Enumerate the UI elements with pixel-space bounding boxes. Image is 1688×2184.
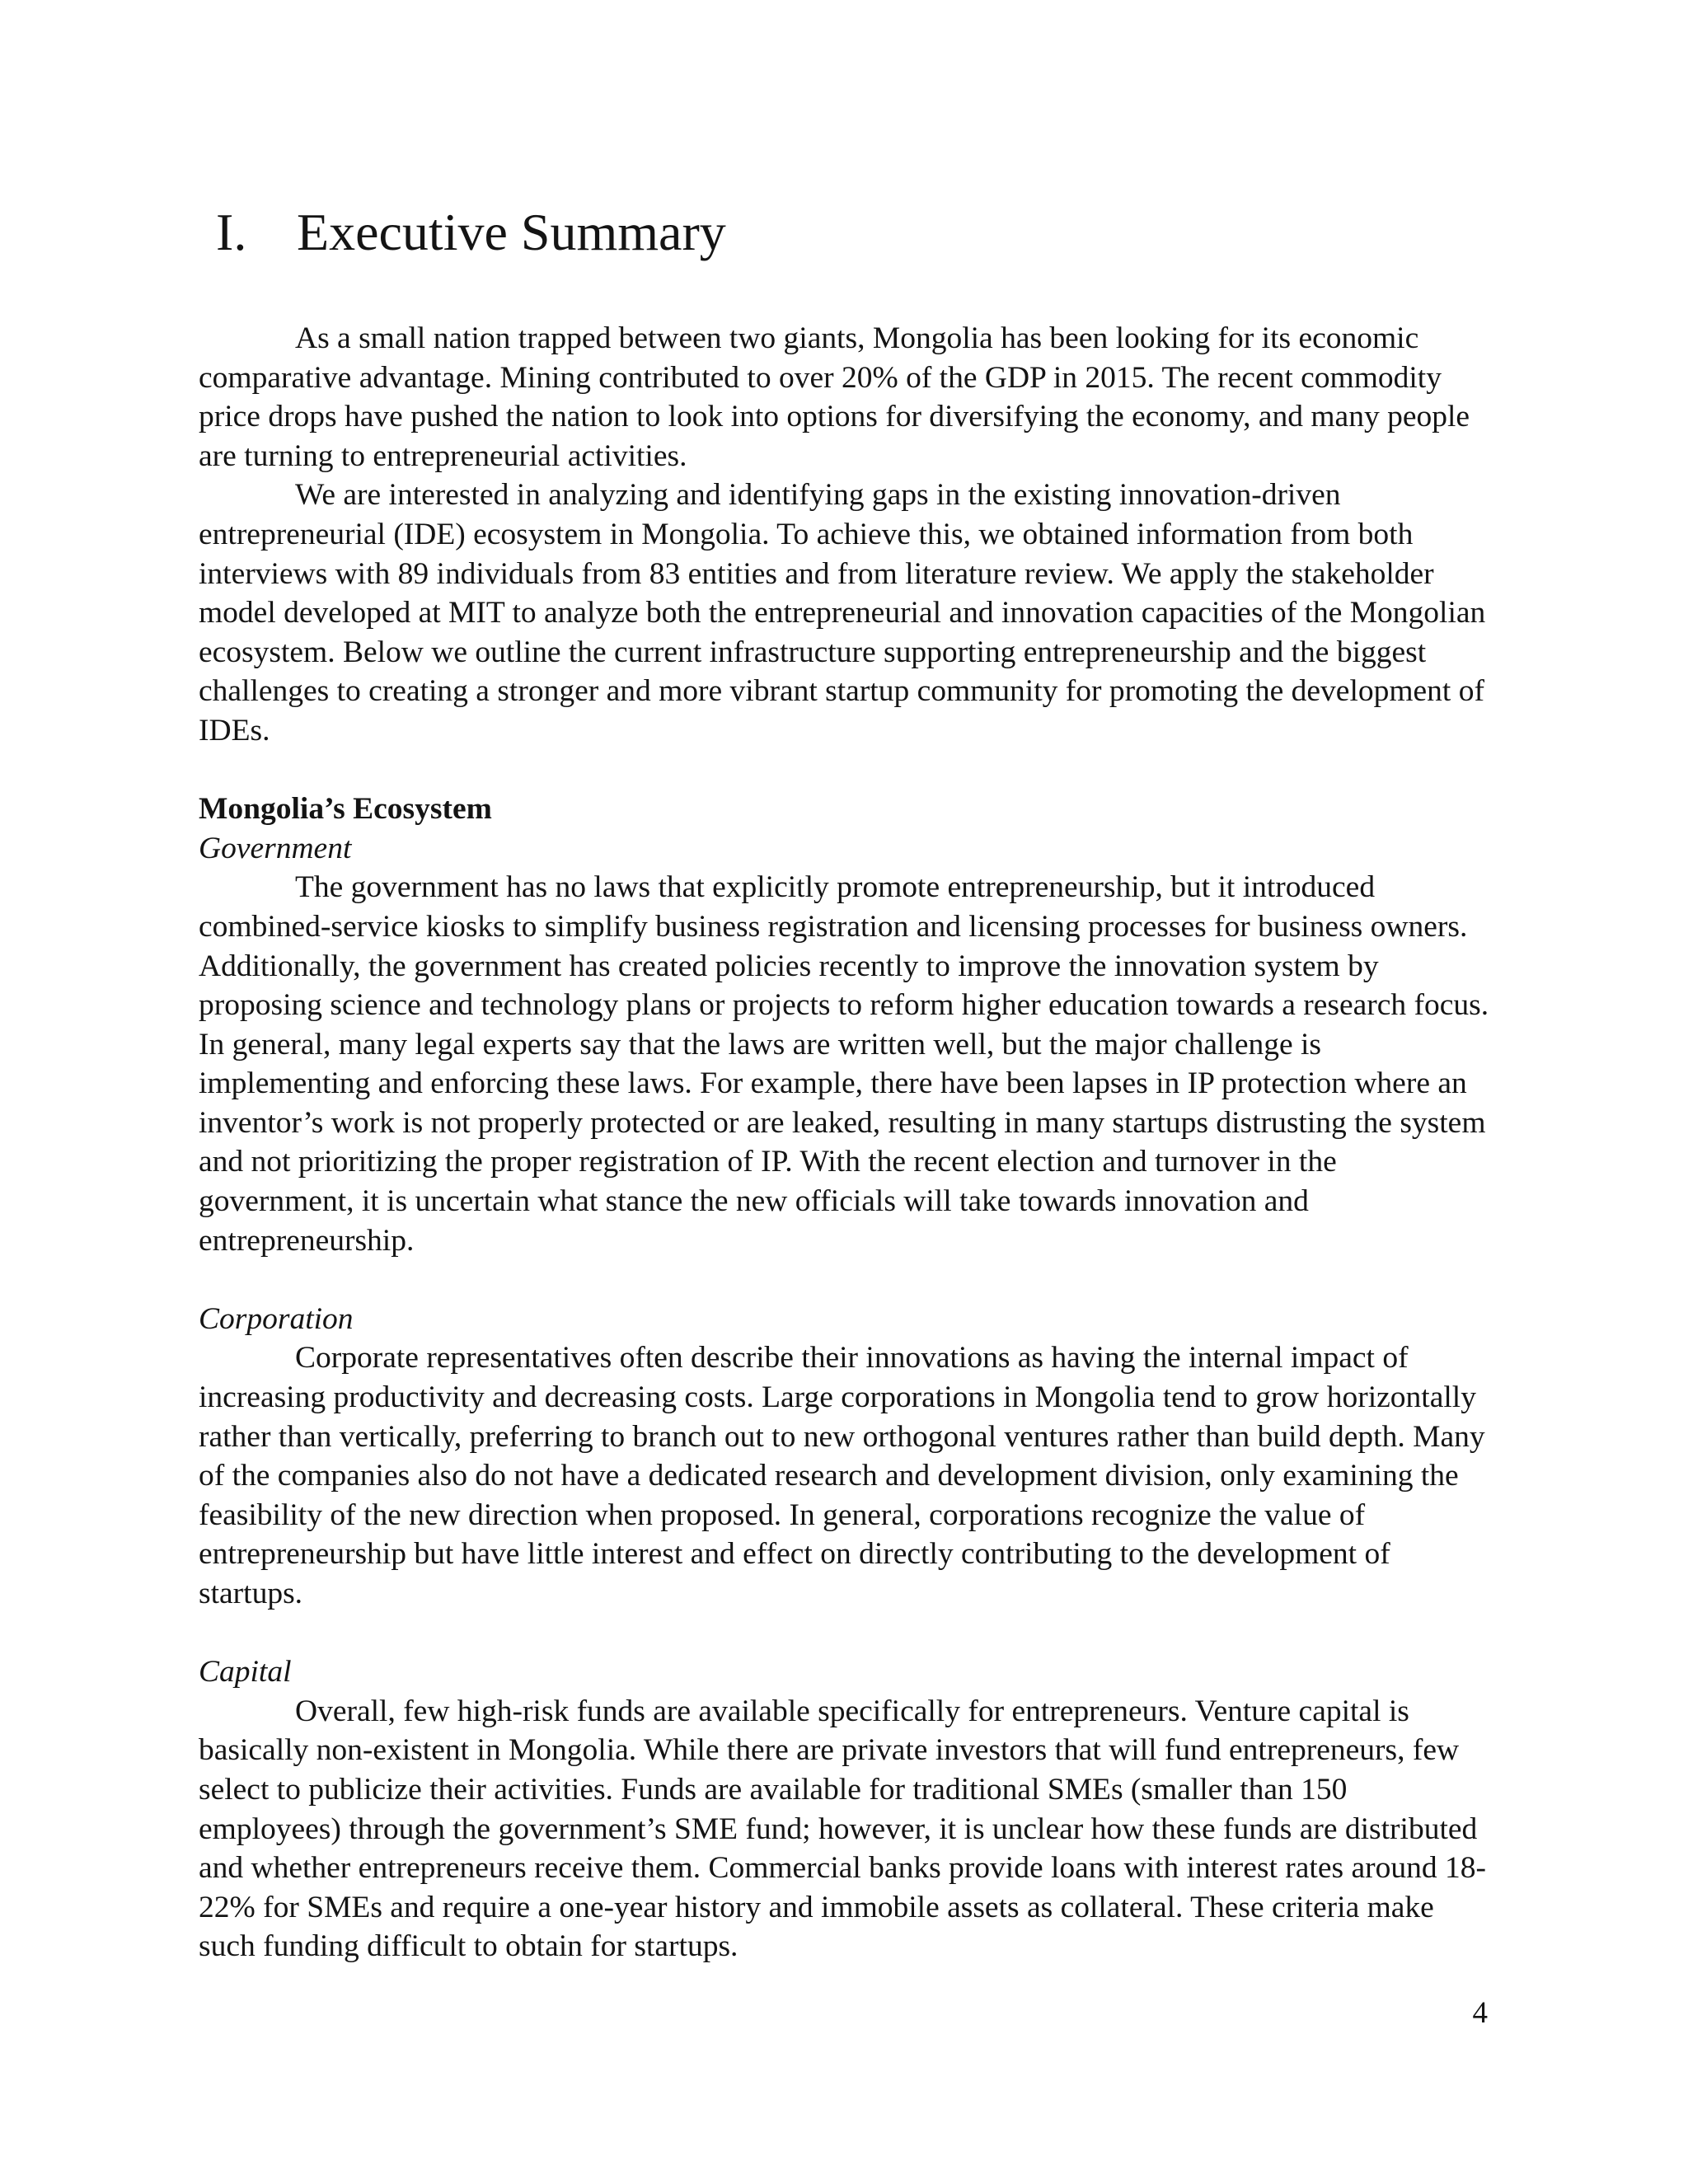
section-number: I. [216, 203, 247, 261]
corporation-paragraph: Corporate representatives often describe their innovations as having the internal impact of increasing productivity and decreasing costs. Large corporations in Mongolia tend to grow horizontally rather than vertically, preferring to branch out to new orthogonal ventures rather than build depth. Many of the companies also do not have a dedicated research and development division, only examining the feasibility of the new direction when proposed. In general, corporations recognize the value of entrepreneurship but have little interest and effect on directly contributing to the development of startups. [199, 1341, 1485, 1610]
section-heading [216, 199, 726, 265]
page-number: 4 [1472, 1996, 1488, 2030]
section-title: Executive Summary [297, 203, 726, 261]
paragraph-gap [199, 1260, 1493, 1300]
capital-paragraph: Overall, few high-risk funds are available specifically for entrepreneurs. Venture capital is basically non-existent in Mongolia. While there are private investors that will fund entrepreneurs, few select to publicize their activities. Funds are available for traditional SMEs (smaller than 150 employees) through the government’s SME fund; however, it is unclear how these funds are distributed and whether entrepreneurs receive them. Commercial banks provide loans with interest rates around 18-22% for SMEs and require a one-year history and immobile assets as collateral. These criteria make such funding difficult to obtain for startups. [199, 1694, 1486, 1964]
government-heading: Government [199, 831, 352, 865]
capital-heading: Capital [199, 1655, 292, 1690]
corporation-heading: Corporation [199, 1301, 354, 1336]
government-paragraph: The government has no laws that explicitly promote entrepreneurship, but it introduced combined-service kiosks to simplify business registration and licensing processes for business owners. Additionally, the government has created policies recently to improve the innovation system by proposing science and technology plans or projects to reform higher education towards a research focus. In general, many legal experts say that the laws are written well, but the major challenge is implementing and enforcing these laws. For example, there have been lapses in IP protection where an inventor’s work is not properly protected or are leaked, resulting in many startups distrusting the system and not prioritizing the proper registration of IP. With the recent election and turnover in the government, it is uncertain what stance the new officials will take towards innovation and entrepreneurship. [199, 870, 1489, 1258]
document-body [199, 319, 1493, 1966]
intro-paragraph-1: As a small nation trapped between two giants, Mongolia has been looking for its economic comparative advantage. Mining contributed to over 20% of the GDP in 2015. The recent commodity price drops have pushed the nation to look into options for diversifying the economy, and many people are turning to entrepreneurial activities. [199, 321, 1470, 473]
paragraph-gap [199, 1614, 1493, 1653]
ecosystem-heading: Mongolia’s Ecosystem [199, 792, 492, 827]
intro-paragraph-2: We are interested in analyzing and identifying gaps in the existing innovation-driven entrepreneurial (IDE) ecosystem in Mongolia. To achieve this, we obtained information from both interviews with 89 individuals from 83 entities and from literature review. We apply the stakeholder model developed at MIT to analyze both the entrepreneurial and innovation capacities of the Mongolian ecosystem. Below we outline the current infrastructure supporting entrepreneurship and the biggest challenges to creating a stronger and more vibrant startup community for promoting the development of IDEs. [199, 478, 1486, 748]
paragraph-gap [199, 751, 1493, 790]
